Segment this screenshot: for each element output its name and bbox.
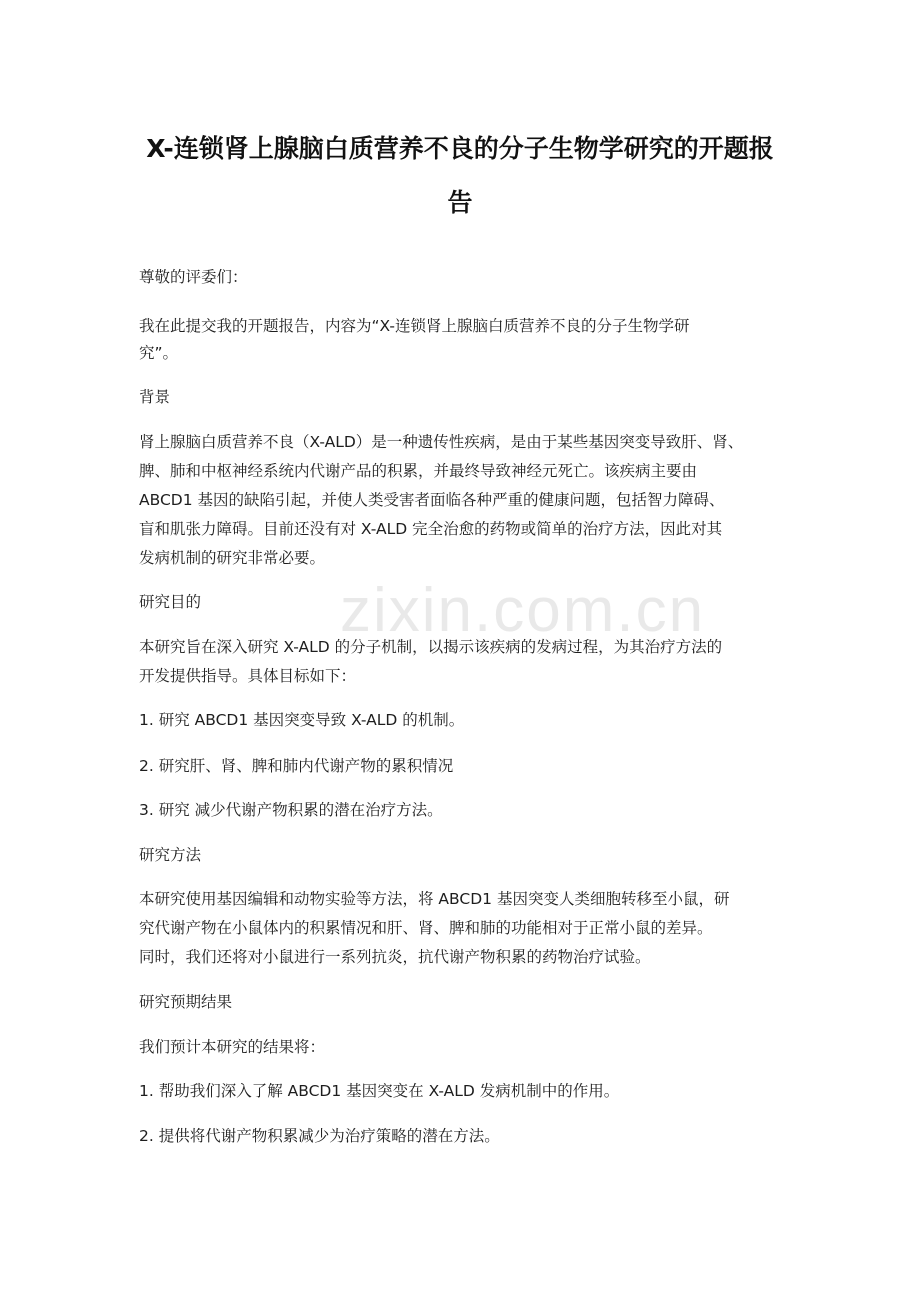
background-line: 脾、肺和中枢神经系统内代谢产品的积累，并最终导致神经元死亡。该疾病主要由 [139, 462, 698, 480]
background-line: 发病机制的研究非常必要。 [139, 549, 326, 567]
section-heading-methods: 研究方法 [139, 846, 202, 864]
methods-line: 本研究使用基因编辑和动物实验等方法，将 ABCD1 基因突变人类细胞转移至小鼠，研 [139, 890, 730, 908]
methods-line: 究代谢产物在小鼠体内的积累情况和肝、肾、脾和肺的功能相对于正常小鼠的差异。 [139, 919, 713, 937]
results-item: 2. 提供将代谢产物积累减少为治疗策略的潜在方法。 [139, 1127, 500, 1145]
background-line: ABCD1 基因的缺陷引起，并使人类受害者面临各种严重的健康问题，包括智力障碍、 [139, 491, 725, 509]
salutation: 尊敬的评委们： [139, 268, 248, 286]
title-line-2: 告 [447, 188, 473, 217]
purpose-line: 开发提供指导。具体目标如下： [139, 667, 357, 685]
purpose-line: 本研究旨在深入研究 X-ALD 的分子机制，以揭示该疾病的发病过程，为其治疗方法的 [139, 638, 723, 656]
section-heading-purpose: 研究目的 [139, 593, 202, 611]
results-intro: 我们预计本研究的结果将： [139, 1038, 326, 1056]
section-heading-results: 研究预期结果 [139, 993, 233, 1011]
section-heading-background: 背景 [139, 388, 171, 406]
watermark: zixin.com.cn [340, 576, 706, 645]
title-line-1: X-连锁肾上腺脑白质营养不良的分子生物学研究的开题报 [146, 134, 774, 163]
background-line: 肾上腺脑白质营养不良（X-ALD）是一种遗传性疾病，是由于某些基因突变导致肝、肾、 [139, 433, 744, 451]
purpose-item: 2. 研究肝、肾、脾和肺内代谢产物的累积情况 [139, 757, 454, 775]
purpose-item: 1. 研究 ABCD1 基因突变导致 X-ALD 的机制。 [139, 711, 465, 729]
intro-line: 我在此提交我的开题报告，内容为“X-连锁肾上腺脑白质营养不良的分子生物学研 [139, 317, 690, 335]
background-line: 盲和肌张力障碍。目前还没有对 X-ALD 完全治愈的药物或简单的治疗方法，因此对其 [139, 520, 723, 538]
document-title [140, 122, 780, 230]
purpose-item: 3. 研究 减少代谢产物积累的潜在治疗方法。 [139, 801, 443, 819]
methods-line: 同时，我们还将对小鼠进行一系列抗炎，抗代谢产物积累的药物治疗试验。 [139, 948, 651, 966]
results-item: 1. 帮助我们深入了解 ABCD1 基因突变在 X-ALD 发病机制中的作用。 [139, 1082, 620, 1100]
intro-line: 究”。 [139, 344, 179, 362]
